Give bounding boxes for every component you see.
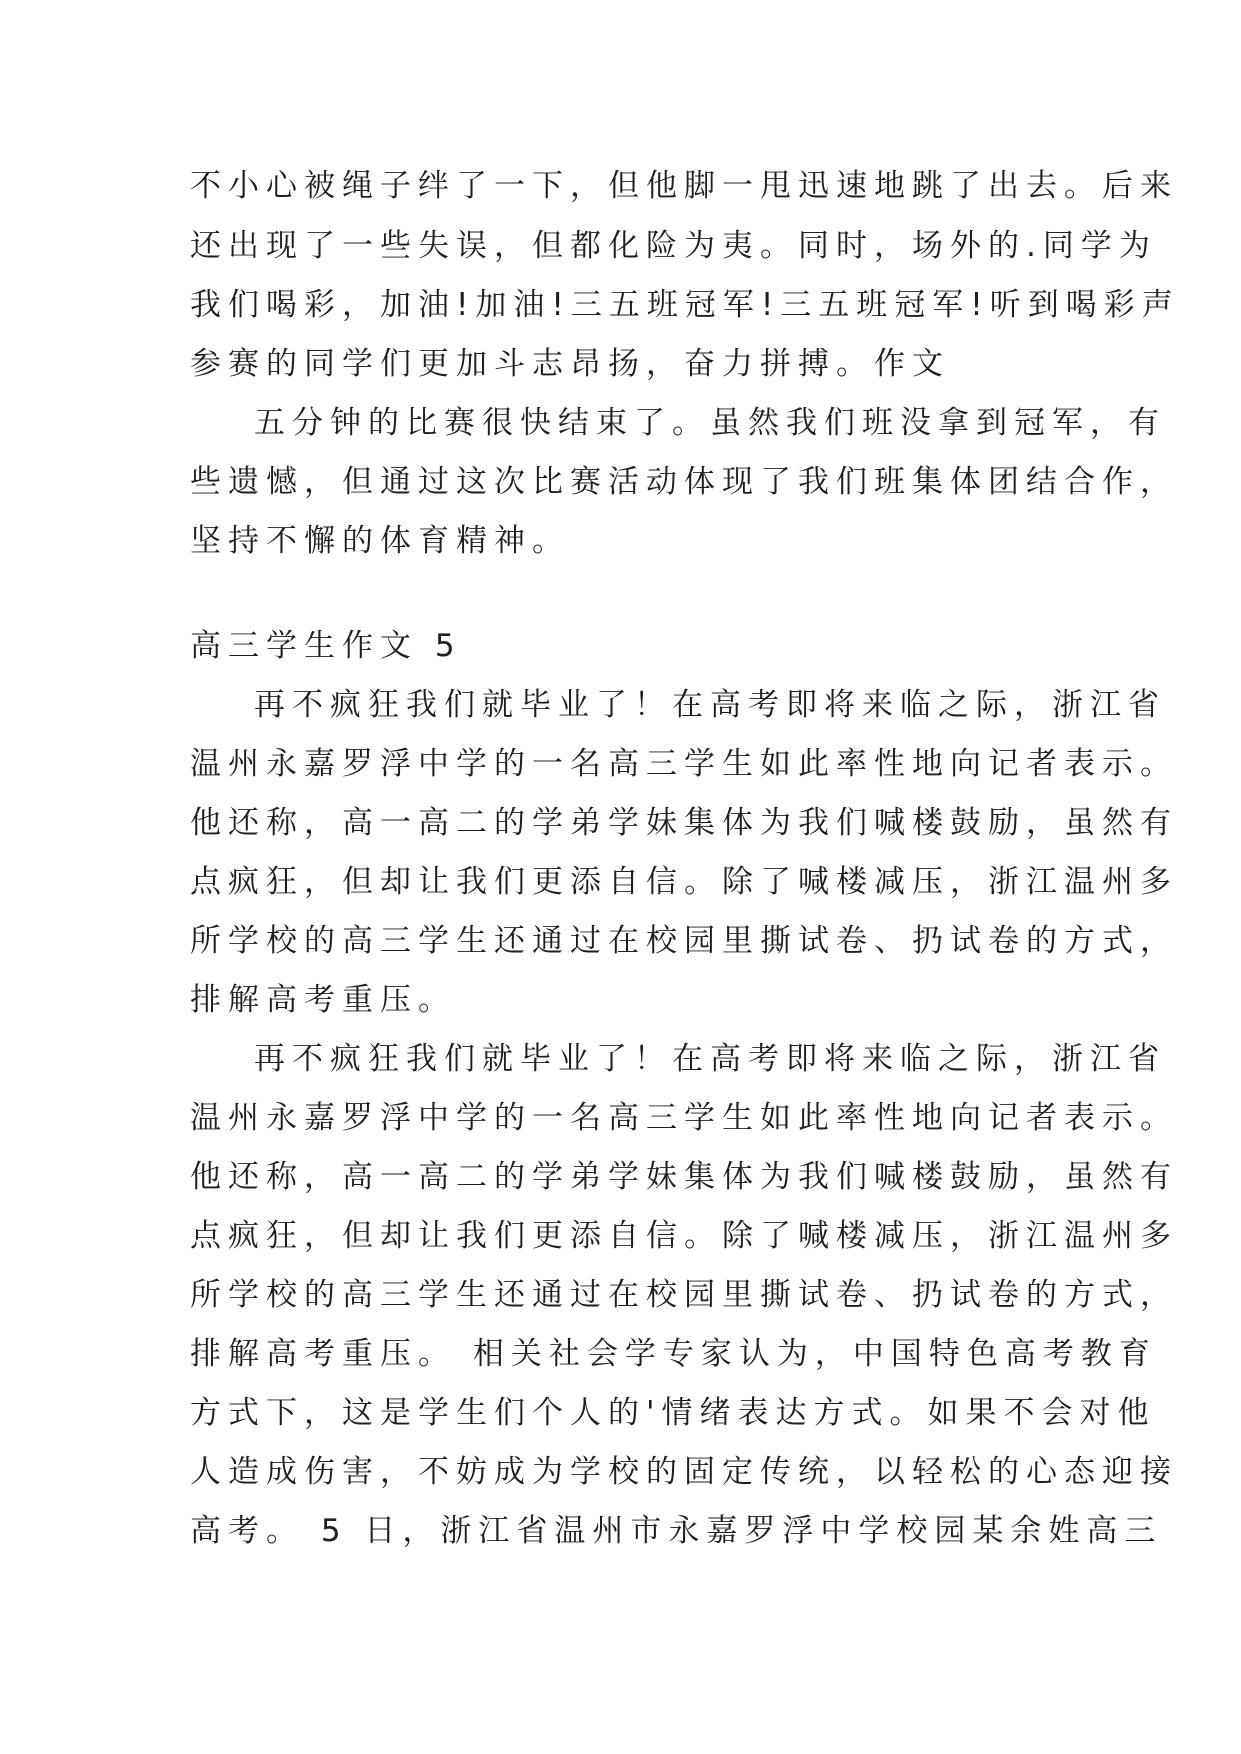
text-line: 不小心被绳子绊了一下，但他脚一甩迅速地跳了出去。后来 [190,168,1178,204]
text-line: 高考。 5 日，浙江省温州市永嘉罗浮中学校园某余姓高三 [190,1513,1163,1549]
text-line: 他还称，高一高二的学弟学妹集体为我们喊楼鼓励，虽然有 [190,1159,1178,1195]
text-line: 些遗憾，但通过这次比赛活动体现了我们班集体团结合作， [190,464,1178,500]
text-line: 他还称，高一高二的学弟学妹集体为我们喊楼鼓励，虽然有 [190,805,1178,841]
text-line: 排解高考重压。 相关社会学专家认为，中国特色高考教育 [190,1336,1157,1372]
text-line: 坚持不懈的体育精神。 [190,523,570,559]
text-line: 我们喝彩，加油!加油!三五班冠军!三五班冠军!听到喝彩声 [190,287,1180,323]
text-line: 所学校的高三学生还通过在校园里撕试卷、扔试卷的方式， [190,1277,1178,1313]
text-line: 所学校的高三学生还通过在校园里撕试卷、扔试卷的方式， [190,923,1178,959]
text-line: 点疯狂，但却让我们更添自信。除了喊楼减压，浙江温州多 [190,864,1178,900]
text-line: 排解高考重压。 [190,982,456,1018]
paragraph-first-line: 再不疯狂我们就毕业了！在高考即将来临之际，浙江省 [254,1041,1166,1077]
text-line: 还出现了一些失误，但都化险为夷。同时，场外的.同学为 [190,228,1157,264]
paragraph-first-line: 五分钟的比赛很快结束了。虽然我们班没拿到冠军，有 [254,405,1166,441]
text-line: 人造成伤害，不妨成为学校的固定传统，以轻松的心态迎接 [190,1454,1178,1490]
section-heading: 高三学生作文 5 [190,628,462,664]
text-line: 方式下，这是学生们个人的'情绪表达方式。如果不会对他 [190,1395,1156,1431]
text-line: 温州永嘉罗浮中学的一名高三学生如此率性地向记者表示。 [190,746,1178,782]
text-line: 参赛的同学们更加斗志昂扬，奋力拼搏。作文 [190,346,950,382]
text-line: 温州永嘉罗浮中学的一名高三学生如此率性地向记者表示。 [190,1100,1178,1136]
paragraph-first-line: 再不疯狂我们就毕业了！在高考即将来临之际，浙江省 [254,687,1166,723]
text-line: 点疯狂，但却让我们更添自信。除了喊楼减压，浙江温州多 [190,1218,1178,1254]
